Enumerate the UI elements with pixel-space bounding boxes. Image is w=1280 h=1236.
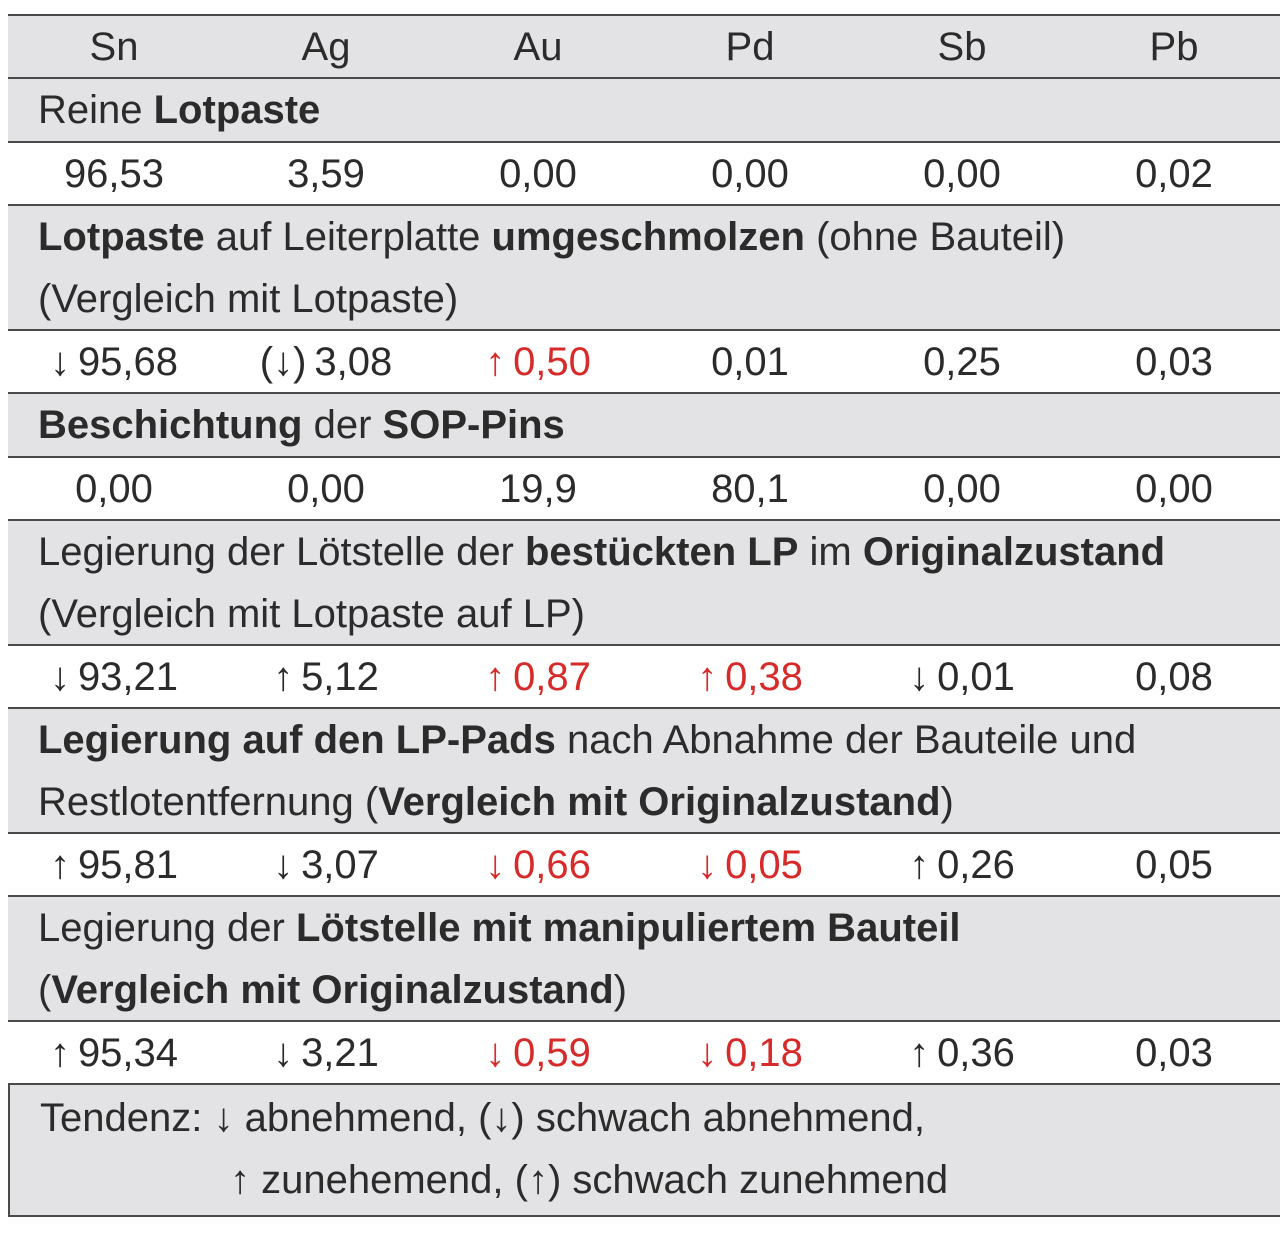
section-title-bold-text: Lötstelle mit manipuliertem Bauteil [295, 906, 961, 950]
value-cell-au [432, 466, 644, 511]
arrow-down-icon: ↓ [485, 1030, 506, 1075]
section-title-bold-text: Originalzustand [862, 530, 1166, 574]
value-cell-ag [220, 151, 432, 196]
arrow-up-icon: ↑ [485, 339, 506, 384]
section-title-row [8, 77, 1280, 141]
value-cell-pb [1068, 654, 1280, 699]
value-number: 0,00 [287, 466, 365, 511]
section-title-text: auf Leiterplatte [204, 215, 492, 259]
value-number: 0,05 [725, 842, 803, 887]
data-row [8, 1020, 1280, 1083]
section-title-bold-text: SOP-Pins [382, 403, 565, 447]
value-number: 0,00 [923, 466, 1001, 511]
section-title-bold-text: Vergleich mit Originalzustand [51, 968, 614, 1012]
value-cell-sb [856, 466, 1068, 511]
section-title-row [8, 204, 1280, 329]
arrow-up-icon: ↑ [49, 842, 70, 887]
section-title-line [8, 709, 1280, 771]
section-title-bold-text: Lotpaste [38, 215, 205, 259]
section-title-bold-text: Vergleich mit Originalzustand [378, 780, 941, 824]
value-cell-au [432, 654, 644, 699]
arrow-up-icon: ↑ [909, 842, 930, 887]
section-title-text: im [798, 530, 863, 574]
value-cell-ag [220, 466, 432, 511]
section-title-line [8, 394, 1280, 456]
arrow-down-icon: ↓ [273, 1030, 294, 1075]
value-cell-ag [220, 339, 432, 384]
value-number: 93,21 [77, 654, 179, 699]
value-number: 0,00 [75, 466, 153, 511]
arrow-up-icon: ↑ [909, 1030, 930, 1075]
value-number: 3,21 [301, 1030, 379, 1075]
value-cell-pd [644, 339, 856, 384]
value-number: 0,87 [513, 654, 591, 699]
column-header-row [8, 14, 1280, 77]
value-cell-pb [1068, 151, 1280, 196]
value-cell-sb [856, 654, 1068, 699]
value-cell-sn [8, 1030, 220, 1075]
value-cell-sn [8, 842, 220, 887]
arrow-up-icon: ↑ [697, 654, 718, 699]
data-row [8, 644, 1280, 707]
section-title-line [8, 79, 1280, 141]
data-row [8, 141, 1280, 204]
value-number: 0,26 [937, 842, 1015, 887]
section-title-text: nach Abnahme der Bauteile und [555, 718, 1137, 762]
section-title-bold-text: Beschichtung [38, 403, 303, 447]
value-number: 0,25 [923, 339, 1001, 384]
column-header-ag: Ag [301, 24, 351, 69]
arrow-up-icon: ↑ [273, 654, 294, 699]
legend-line-2: ↑ zunehemend, (↑) schwach zunehmend [230, 1158, 949, 1202]
value-cell-sb [856, 151, 1068, 196]
section-title-text: ) [940, 780, 954, 824]
section-title-text: (Vergleich mit Lotpaste auf LP) [38, 592, 585, 636]
section-title-line [8, 583, 1280, 645]
value-cell-pb [1068, 1030, 1280, 1075]
value-number: 0,02 [1135, 151, 1213, 196]
value-number: 0,36 [937, 1030, 1015, 1075]
legend-line-1: Tendenz: ↓ abnehmend, (↓) schwach abnehmend, [40, 1096, 925, 1140]
value-number: 0,59 [513, 1030, 591, 1075]
value-cell-sn [8, 151, 220, 196]
value-cell-pd [644, 654, 856, 699]
value-number: 0,00 [923, 151, 1001, 196]
column-header-pd: Pd [725, 24, 775, 69]
section-title-row [8, 707, 1280, 832]
value-number: 95,68 [77, 339, 179, 384]
value-cell-au [432, 151, 644, 196]
section-title-text: (ohne Bauteil) [804, 215, 1066, 259]
value-cell-sn [8, 654, 220, 699]
value-number: 95,81 [77, 842, 179, 887]
section-title-text: der [302, 403, 383, 447]
section-title-bold-text: umgeschmolzen [491, 215, 805, 259]
value-cell-ag [220, 654, 432, 699]
value-number: 0,18 [725, 1030, 803, 1075]
section-title-line [8, 268, 1280, 330]
arrow-down-icon: ↓ [273, 842, 294, 887]
value-number: 0,01 [711, 339, 789, 384]
value-number: 95,34 [77, 1030, 179, 1075]
arrow-up-icon: ↑ [49, 1030, 70, 1075]
data-row [8, 832, 1280, 895]
value-number: 0,00 [1135, 466, 1213, 511]
data-row [8, 329, 1280, 392]
arrow-down-icon: ↓ [697, 1030, 718, 1075]
column-header-pb: Pb [1149, 24, 1199, 69]
column-header-sn: Sn [89, 24, 139, 69]
value-number: 0,50 [513, 339, 591, 384]
value-cell-sb [856, 1030, 1068, 1075]
section-title-text: ) [613, 968, 627, 1012]
value-cell-pb [1068, 842, 1280, 887]
section-title-text: Reine [38, 88, 154, 132]
value-cell-pd [644, 842, 856, 887]
data-row [8, 456, 1280, 519]
section-title-text: Legierung der Lötstelle der [38, 530, 525, 574]
section-title-line [8, 521, 1280, 583]
value-number: 0,66 [513, 842, 591, 887]
value-cell-pb [1068, 466, 1280, 511]
section-title-bold-text: Lotpaste [153, 88, 321, 132]
section-title-line [8, 959, 1280, 1021]
section-title-text: (Vergleich mit Lotpaste) [38, 277, 459, 321]
value-number: 0,00 [499, 151, 577, 196]
value-number: 0,00 [711, 151, 789, 196]
value-number: 3,59 [287, 151, 365, 196]
value-number: 19,9 [499, 466, 577, 511]
section-title-line [8, 771, 1280, 833]
value-cell-sn [8, 339, 220, 384]
value-cell-au [432, 1030, 644, 1075]
value-number: 0,03 [1135, 1030, 1213, 1075]
value-number: 0,38 [725, 654, 803, 699]
value-number: 0,03 [1135, 339, 1213, 384]
section-title-row [8, 392, 1280, 456]
legend [8, 1083, 1280, 1217]
value-number: 96,53 [63, 151, 165, 196]
value-cell-pd [644, 1030, 856, 1075]
value-number: 3,08 [314, 339, 393, 384]
value-cell-sb [856, 339, 1068, 384]
arrow-up-icon: ↑ [485, 654, 506, 699]
value-number: 3,07 [301, 842, 379, 887]
arrow-down-icon: ↓ [485, 842, 506, 887]
value-cell-sb [856, 842, 1068, 887]
value-number: 80,1 [711, 466, 789, 511]
section-title-line [8, 897, 1280, 959]
arrow-down-icon: ↓ [909, 654, 930, 699]
value-cell-pd [644, 466, 856, 511]
arrow-down-icon: ↓ [49, 654, 70, 699]
value-cell-ag [220, 842, 432, 887]
section-title-text: Restlotentfernung ( [38, 780, 379, 824]
section-title-row [8, 519, 1280, 644]
arrow-down-icon: ↓ [49, 339, 70, 384]
value-cell-ag [220, 1030, 432, 1075]
value-number: 5,12 [301, 654, 379, 699]
arrow-down-icon: ↓ [697, 842, 718, 887]
value-number: 0,01 [937, 654, 1015, 699]
value-cell-pb [1068, 339, 1280, 384]
section-title-bold-text: Legierung auf den LP-Pads [38, 718, 556, 762]
column-header-au: Au [513, 24, 563, 69]
value-cell-sn [8, 466, 220, 511]
section-title-line [8, 206, 1280, 268]
arrow-down-icon: (↓) [259, 339, 307, 384]
value-number: 0,08 [1135, 654, 1213, 699]
column-header-sb: Sb [937, 24, 987, 69]
value-cell-au [432, 339, 644, 384]
section-title-text: Legierung der [38, 906, 296, 950]
value-number: 0,05 [1135, 842, 1213, 887]
section-title-bold-text: bestückten LP [525, 530, 799, 574]
section-title-row [8, 895, 1280, 1020]
value-cell-pd [644, 151, 856, 196]
composition-table [8, 14, 1280, 1217]
value-cell-au [432, 842, 644, 887]
section-title-text: ( [38, 968, 52, 1012]
